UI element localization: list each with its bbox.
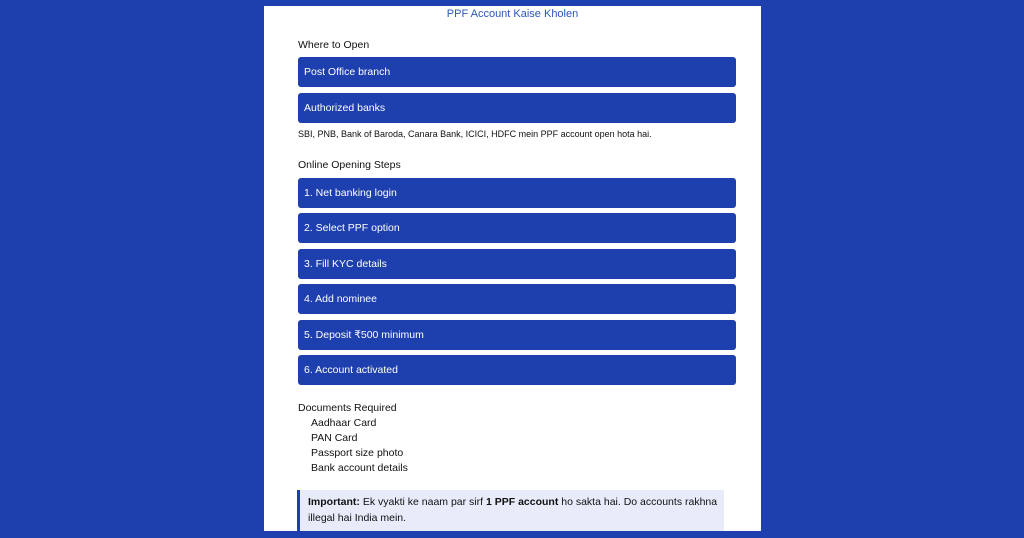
step-account-activated[interactable]: 6. Account activated [298,355,736,385]
where-to-open-heading: Where to Open [298,39,370,51]
online-steps-heading: Online Opening Steps [298,159,401,171]
step-select-ppf-option[interactable]: 2. Select PPF option [298,213,736,243]
documents-heading: Documents Required [298,402,397,414]
banks-note: SBI, PNB, Bank of Baroda, Canara Bank, ICICI, HDFC mein PPF account open hota hai. [298,129,652,139]
page-title: PPF Account Kaise Kholen [446,8,579,20]
content-panel [264,6,761,531]
step-deposit-minimum[interactable]: 5. Deposit ₹500 minimum [298,320,736,350]
important-highlight: 1 PPF account [485,496,559,508]
step-net-banking-login[interactable]: 1. Net banking login [298,178,736,208]
documents-list [311,416,408,476]
document-item: Passport size photo [311,447,404,459]
document-item: Aadhaar Card [311,417,377,429]
document-item: Bank account details [311,462,408,474]
document-item: PAN Card [311,432,358,444]
important-text-before: Ek vyakti ke naam par sirf [359,496,486,508]
important-text-after: ho sakta hai. Do accounts rakhna illegal hai India mein. [308,496,718,524]
option-post-office[interactable]: Post Office branch [298,57,736,87]
important-label: Important: [308,496,360,508]
option-authorized-banks[interactable]: Authorized banks [298,93,736,123]
step-fill-kyc-details[interactable]: 3. Fill KYC details [298,249,736,279]
step-add-nominee[interactable]: 4. Add nominee [298,284,736,314]
important-callout [297,490,724,531]
